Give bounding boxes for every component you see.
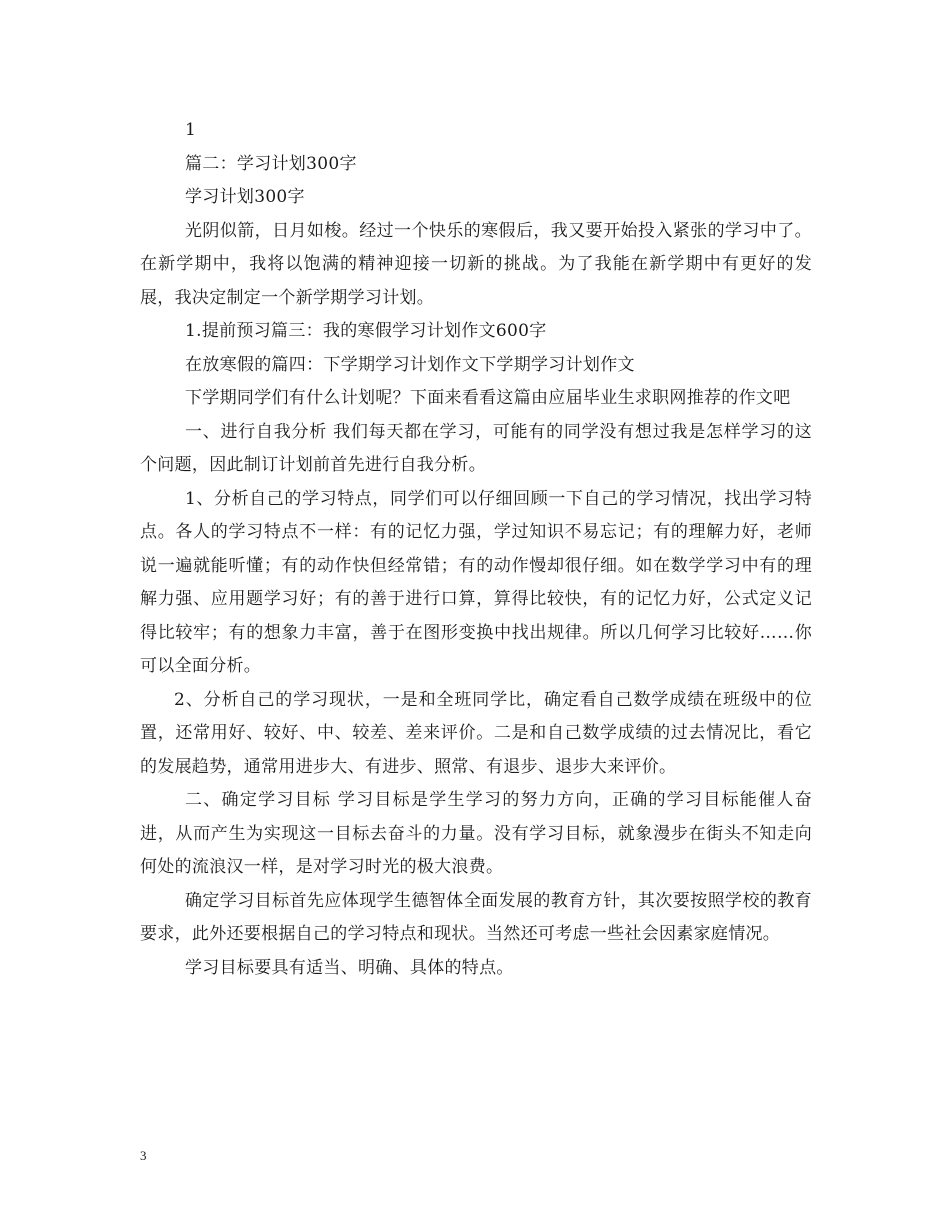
paragraph: 在放寒假的篇四：下学期学习计划作文下学期学习计划作文 <box>185 354 635 375</box>
paragraph: 下学期同学们有什么计划呢？下面来看看这篇由应届毕业生求职网推荐的作文吧 <box>185 388 791 408</box>
section-subheading: 学习计划300字 <box>185 187 305 207</box>
paragraph: 光阴似箭，日月如梭。经过一个快乐的寒假后，我又要开始投入紧张的学习中了。在新学期中，我将以饱满的精神迎接一切新的挑战。为了我能在新学期中有更好的发展，我决定制定一个新学期学习计划。 <box>140 220 812 308</box>
paragraph: 1 <box>185 120 197 140</box>
paragraph: 2、分析自己的学习现状，一是和全班同学比，确定看自己数学成绩在班级中的位置，还常用好、较好、中、较差、差来评价。二是和自己数学成绩的过去情况比，看它的发展趋势，通常用进步大、有进步、照常、有退步、退步大来评价。 <box>140 689 812 777</box>
section-heading: 篇二：学习计划300字 <box>185 153 357 174</box>
page-number: 3 <box>140 1148 147 1163</box>
body-text <box>140 114 812 985</box>
paragraph: 二、确定学习目标 学习目标是学生学习的努力方向，正确的学习目标能催人奋进，从而产生为实现这一目标去奋斗的力量。没有学习目标，就象漫步在街头不知走向何处的流浪汉一样，是对学习时光的极大浪费。 <box>140 790 812 877</box>
paragraph: 学习目标要具有适当、明确、具体的特点。 <box>185 957 514 978</box>
paragraph: 1.提前预习篇三：我的寒假学习计划作文600字 <box>185 321 547 341</box>
paragraph: 1、分析自己的学习特点，同学们可以仔细回顾一下自己的学习情况，找出学习特点。各人的学习特点不一样：有的记忆力强，学过知识不易忘记；有的理解力好，老师说一遍就能听懂；有的动作快但经常错；有的动作慢却很仔细。如在数学学习中有的理解力强、应用题学习好；有的善于进行口算，算得比较快，有的记忆力好，公式定义记得比较牢；有的想象力丰富，善于在图形变换中找出规律。所以几何学习比较好……你可以全面分析。 <box>140 488 812 676</box>
paragraph: 一、进行自我分析 我们每天都在学习，可能有的同学没有想过我是怎样学习的这个问题，因此制订计划前首先进行自我分析。 <box>140 421 812 475</box>
paragraph: 确定学习目标首先应体现学生德智体全面发展的教育方针，其次要按照学校的教育要求，此外还要根据自己的学习特点和现状。当然还可考虑一些社会因素家庭情况。 <box>140 890 812 944</box>
